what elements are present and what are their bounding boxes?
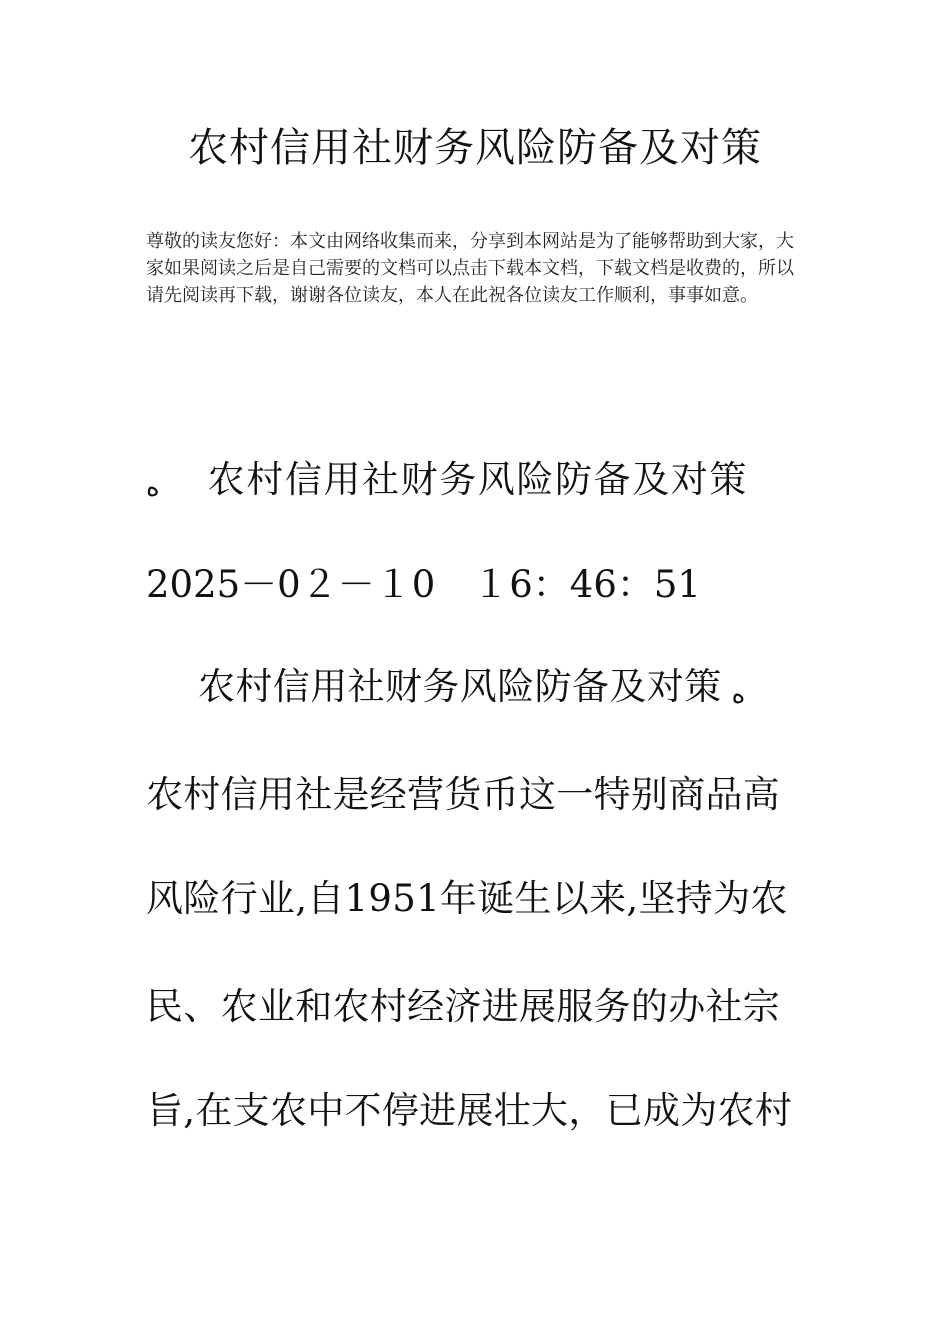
reader-notice: 尊敬的读友您好：本文由网络收集而来，分享到本网站是为了能够帮助到大家，大家如果阅读之后是自己需要的文档可以点击下载本文档，下载文档是收费的，所以请先阅读再下载，谢谢各位读友，本人在此祝各位读友工作顺利，事事如意。 <box>146 231 794 306</box>
body-line: 旨,在支农中不停进展壮大，已成为农村 <box>146 1089 793 1132</box>
subheading-mark: ﻩ <box>731 680 746 710</box>
body-line: 农村信用社是经营货币这一特别商品高 <box>146 773 781 816</box>
body-line: 民、农业和农村经济进展服务的办社宗 <box>146 985 781 1028</box>
heading-mark: ﻩ <box>146 473 160 503</box>
article-heading <box>146 455 806 509</box>
article-datetime: 2025－0２－１0 １6：46：51 <box>146 563 701 606</box>
page-title: 农村信用社财务风险防备及对策 <box>188 125 762 171</box>
heading-text: 农村信用社财务风险防备及对策 <box>207 458 749 501</box>
subheading-text: 农村信用社财务风险防备及对策 <box>198 665 722 708</box>
article-subheading <box>198 662 745 716</box>
body-line: 风险行业,自1951年诞生以来,坚持为农 <box>146 877 788 920</box>
